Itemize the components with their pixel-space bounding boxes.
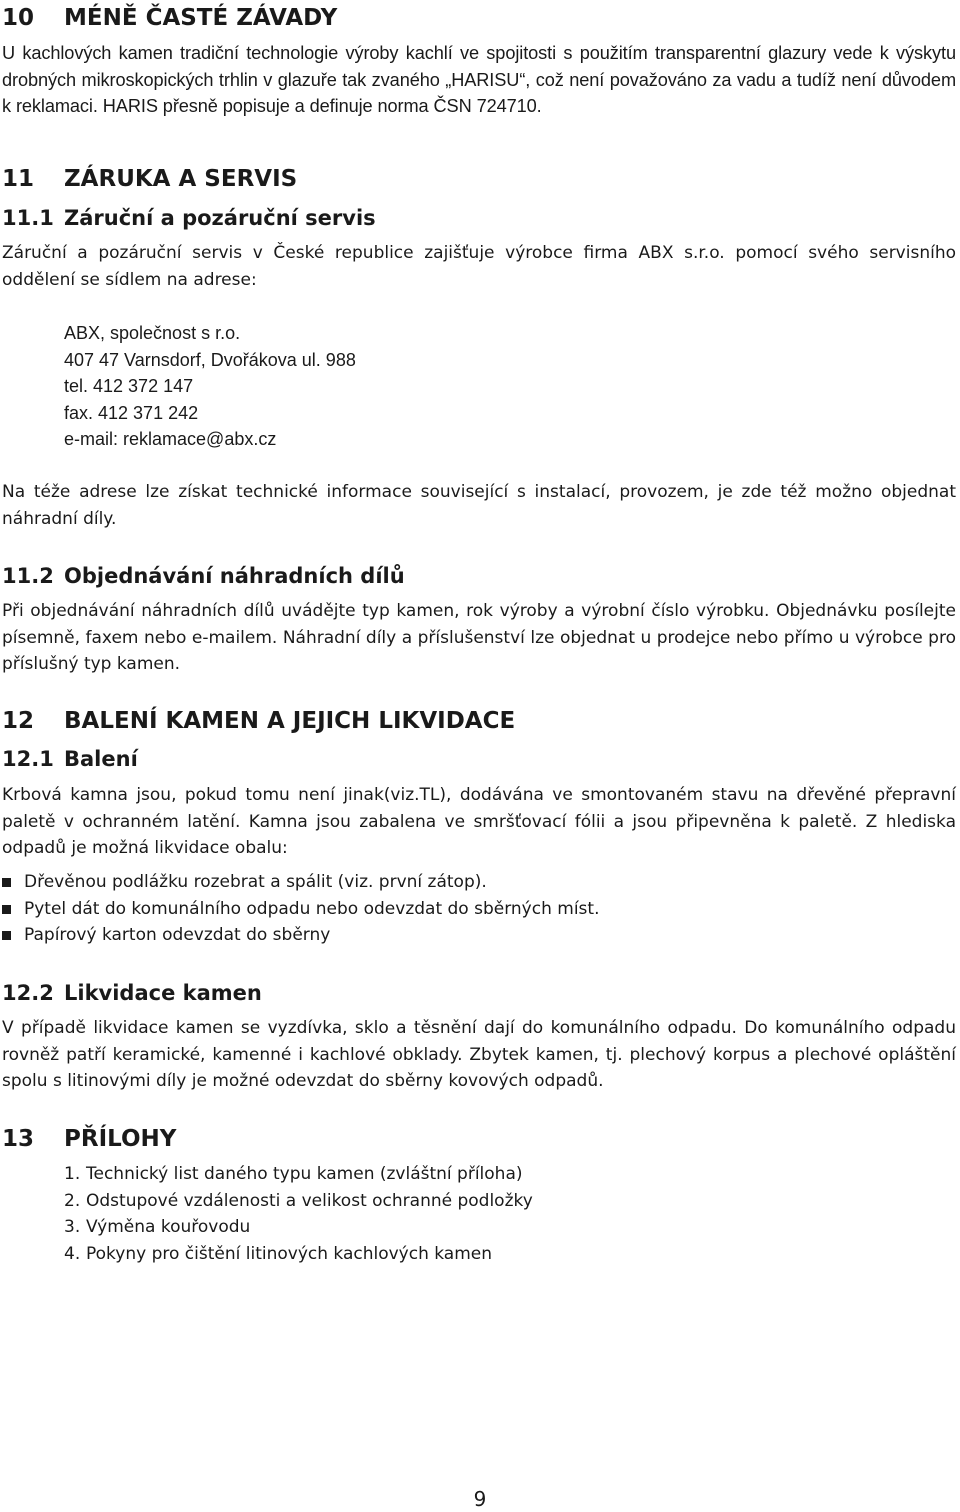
- subsection-number: 12.1: [2, 747, 54, 771]
- subsection-11-1-heading: [2, 205, 376, 231]
- list-item: [2, 922, 599, 949]
- subsection-11-1-paragraph: Záruční a pozáruční servis v České republice zajišťuje výrobce firma ABX s.r.o. pomocí svého servisního oddělení se sídlem na adrese:: [2, 243, 956, 290]
- bullet-square-icon: [2, 931, 11, 940]
- subsection-11-2-paragraph: Při objednávání náhradních dílů uvádějte typ kamen, rok výroby a výrobní číslo výrobku. Objednávku posílejte písemně, faxem nebo e-mailem. Náhradní díly a příslušenství lze objednat u prodejce nebo přímo u výrobce pro příslušný typ kamen.: [2, 601, 956, 674]
- section-number: 11: [2, 166, 35, 192]
- bullet-square-icon: [2, 878, 11, 887]
- list-item-number: 2.: [64, 1190, 81, 1211]
- list-item: [2, 869, 599, 896]
- section-title: PŘÍLOHY: [64, 1126, 177, 1152]
- list-item: [64, 1241, 533, 1268]
- subsection-12-2-paragraph: V případě likvidace kamen se vyzdívka, sklo a těsnění dají do komunálního odpadu. Do komunálního odpadu rovněž patří keramické, kamenné i kachlové obklady. Zbytek kamen, tj. plechový korpus a plechové opláštění spolu s litinovými díly je možné odevzdat do sběrny kovových odpadů.: [2, 1018, 956, 1091]
- subsection-title: Likvidace kamen: [64, 981, 262, 1005]
- section-title: BALENÍ KAMEN A JEJICH LIKVIDACE: [64, 708, 516, 734]
- subsection-number: 11.1: [2, 206, 54, 230]
- list-item-text: Technický list daného typu kamen (zvláštní příloha): [86, 1164, 523, 1184]
- list-item: [64, 1214, 533, 1241]
- subsection-12-2-heading: [2, 980, 262, 1006]
- list-item-text: Papírový karton odevzdat do sběrny: [24, 925, 331, 945]
- subsection-11-1-paragraph-2: Na téže adrese lze získat technické informace související s instalací, provozem, je zde též možno objednat náhradní díly.: [2, 482, 956, 529]
- list-item-text: Odstupové vzdálenosti a velikost ochranné podložky: [86, 1190, 533, 1211]
- list-item-number: 1.: [64, 1164, 81, 1184]
- service-address-block: [64, 320, 356, 453]
- list-item-number: 3.: [64, 1217, 81, 1237]
- section-number: 13: [2, 1126, 35, 1152]
- subsection-title: Balení: [64, 747, 138, 771]
- list-item-text: Pytel dát do komunálního odpadu nebo odevzdat do sběrných míst.: [24, 898, 600, 919]
- subsection-number: 11.2: [2, 564, 54, 588]
- list-item: [64, 1161, 533, 1188]
- list-item-text: Výměna kouřovodu: [86, 1217, 251, 1237]
- subsection-11-2-heading: [2, 563, 405, 589]
- section-number: 10: [2, 5, 35, 31]
- section-title: MÉNĚ ČASTÉ ZÁVADY: [64, 5, 338, 31]
- address-street: 407 47 Varnsdorf, Dvořákova ul. 988: [64, 349, 356, 370]
- page-number: 9: [473, 1487, 487, 1511]
- bullet-square-icon: [2, 905, 11, 914]
- section-11-heading: [2, 165, 297, 193]
- section-10-heading: [2, 4, 337, 32]
- address-company: ABX, společnost s r.o.: [64, 323, 241, 343]
- list-item-text: Pokyny pro čištění litinových kachlových kamen: [86, 1243, 493, 1264]
- subsection-title: Záruční a pozáruční servis: [64, 206, 376, 230]
- subsection-title: Objednávání náhradních dílů: [64, 564, 405, 588]
- disposal-bullet-list: [2, 869, 599, 949]
- address-email: e-mail: reklamace@abx.cz: [64, 429, 277, 449]
- section-title: ZÁRUKA A SERVIS: [64, 166, 298, 192]
- section-number: 12: [2, 708, 35, 734]
- list-item: [64, 1188, 533, 1215]
- appendix-list: [64, 1161, 533, 1267]
- address-fax: fax. 412 371 242: [64, 402, 199, 423]
- section-12-heading: [2, 707, 515, 735]
- section-13-heading: [2, 1125, 176, 1153]
- section-10-paragraph: U kachlových kamen tradiční technologie výroby kachlí ve spojitosti s použitím transparentní glazury vede k výskytu drobných mikroskopických trhlin v glazuře tak zvaného „HARISU“, což není považováno za vadu a tudíž není důvodem k reklamaci. HARIS přesně popisuje a definuje norma ČSN 724710.: [2, 43, 956, 116]
- subsection-12-1-heading: [2, 746, 138, 772]
- list-item-text: Dřevěnou podlážku rozebrat a spálit (viz. první zátop).: [24, 872, 487, 892]
- subsection-number: 12.2: [2, 981, 54, 1005]
- list-item-number: 4.: [64, 1243, 81, 1264]
- address-phone: tel. 412 372 147: [64, 376, 194, 396]
- list-item: [2, 896, 599, 923]
- subsection-12-1-paragraph: Krbová kamna jsou, pokud tomu není jinak(viz.TL), dodávána ve smontovaném stavu na dřevěné přepravní paletě v ochranném latění. Kamna jsou zabalena ve smršťovací fólii a jsou připevněna k paletě. Z hlediska odpadů je možná likvidace obalu:: [2, 785, 956, 858]
